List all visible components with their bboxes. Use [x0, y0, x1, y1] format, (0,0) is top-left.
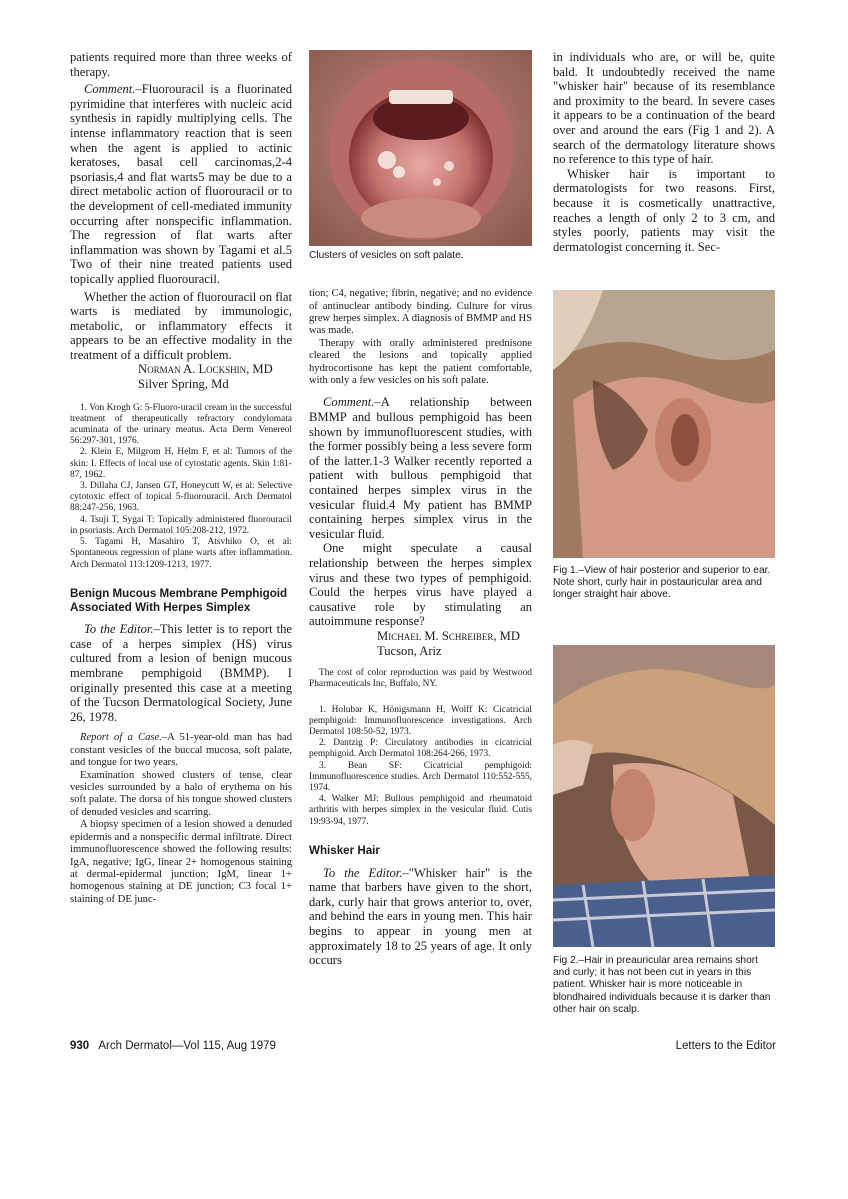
- reference: 1. Von Krogh G: 5-Fluoro-uracil cream in the successful treatment of therapeutically refractory condylomata acuminata of the urinary meatus. Acta Derm Venereol 56:297-301, 1976.: [70, 402, 292, 447]
- cost-note: The cost of color reproduction was paid by Westwood Pharmaceuticals Inc, Buffalo, NY.: [309, 668, 532, 690]
- section-name: Letters to the Editor: [675, 1040, 776, 1052]
- figure-caption: Fig 1.–View of hair posterior and superior to ear. Note short, curly hair in postauricular area and longer straight hair above.: [553, 565, 771, 601]
- reference: 3. Dillaha CJ, Jansen GT, Honeycutt W, et al: Selective cytotoxic effect of topical 5-fluorouracil. Arch Dermatol 88:247-256, 1963.: [70, 481, 292, 514]
- reference: 4. Tsuji T, Sygai T: Topically administered fluorouracil in psoriasis. Arch Dermatol 105:208-212, 1972.: [70, 514, 292, 536]
- reference-list: [309, 705, 532, 828]
- fig2-preauricular-photo: [553, 645, 775, 947]
- column-2: [309, 248, 532, 968]
- photo-caption: Clusters of vesicles on soft palate.: [309, 250, 464, 261]
- paragraph: Whisker hair is important to dermatologists for two reasons. First, because it is cosmetically unattractive, reaches a length of only 2 to 3 cm, and styles poorly, patients may visit the dermatologist concerning it. Sec-: [553, 166, 775, 254]
- paragraph: Whether the action of fluorouracil on flat warts is mediated by immunologic, metabolic, or inflammatory effects it appears to be an effective modality in the treatment of a difficult problem.: [70, 289, 292, 362]
- fig2-caption-block: [553, 955, 775, 1016]
- footer-left: [70, 1040, 276, 1052]
- reference-list: [70, 403, 292, 571]
- author-location: Tucson, Ariz: [377, 643, 442, 658]
- author-signature: Norman A. Lockshin, MD: [138, 362, 273, 377]
- author-signature: Michael M. Schreiber, MD: [377, 628, 520, 643]
- journal-info: Arch Dermatol—Vol 115, Aug 1979: [98, 1040, 276, 1052]
- paragraph: Therapy with orally administered prednisone cleared the lesions and topically applied hydrocortisone has kept the patient comfortable, with only a few vesicles on his soft palate.: [309, 337, 532, 387]
- page-number: 930: [70, 1040, 90, 1052]
- report-paragraph: Report of a Case.–A 51-year-old man has had constant vesicles of the buccal mucosa, soft palate, and tongue for two years.: [70, 732, 292, 769]
- section-heading: Whisker Hair: [309, 843, 380, 857]
- reference: 2. Dantzig P: Circulatory antibodies in cicatricial pemphigoid. Arch Dermatol 108:264-266, 1973.: [309, 738, 532, 760]
- paragraph: Examination showed clusters of tense, clear vesicles surrounded by a halo of erythema on his soft palate. The dorsa of his tongue showed clusters of denuded vesicles and scarring.: [70, 769, 292, 818]
- reference: 3. Bean SF: Cicatricial pemphigoid: Immunofluorescence studies. Arch Dermatol 110:552-555, 1974.: [309, 760, 532, 793]
- editor-paragraph: To the Editor.–This letter is to report the case of a herpes simplex (HS) virus cultured from a lesion of benign mucous membrane pemphigoid (BMMP). I originally presented this case at a meeting of the Tucson Dermatological Society, June 26, 1978.: [70, 622, 292, 724]
- reference: 5. Tagami H, Masahiro T, Atsvhiko O, et al: Spontaneous regression of plane warts after inflammation. Arch Dermatol 113:1209-1213, 1977.: [70, 537, 292, 570]
- comment-paragraph: Comment.–A relationship between BMMP and bullous pemphigoid has been shown by immunofluorescent studies, with the former possibly being a less severe form of the latter.1-3 Walker recently reported a patient with bullous pemphigoid that contained herpes simplex virus in the vesicular fluid.4 My patient has BMMP containing herpes simplex virus in the vesicular fluid.: [309, 395, 532, 541]
- reference: 1. Holubar K, Hönigsmann H, Wolff K: Cicatricial pemphigoid: Immunofluorescence investigations. Arch Dermatol 108:50-52, 1973.: [309, 704, 532, 737]
- paragraph: tion; C4, negative; fibrin, negative; and no evidence of antinuclear antibody binding. Culture for virus grew herpes simplex. A diagnosis of BMMP and HS was made.: [309, 288, 532, 337]
- fig1-caption-block: [553, 565, 775, 602]
- footer-right: [676, 1040, 776, 1052]
- figure-caption: Fig 2.–Hair in preauricular area remains short and curly; it has not been cut in years in this patient. Whisker hair is more noticeable in blondhaired individuals because it is darker than other hair on scalp.: [553, 955, 771, 1015]
- column-3: [553, 50, 775, 254]
- paragraph: in individuals who are, or will be, quite bald. It undoubtedly received the name "whisker hair" because of its resemblance and proximity to the beard. In severe cases it appears to be a continuation of the beard over and around the ears (Fig 1 and 2). A search of the dermatology literature shows no reference to this type of hair.: [553, 50, 775, 167]
- paragraph: One might speculate a causal relationship between the herpes simplex virus and these two types of pemphigoid. Could the herpes virus have played a causative role by stimulating an autoimmune response?: [309, 541, 532, 629]
- reference: 4. Walker MJ: Bullous pemphigoid and rheumatoid arthritis with herpes simplex in the vesicular fluid. Cutis 19:93-94, 1977.: [309, 794, 532, 827]
- comment-paragraph: Comment.–Fluorouracil is a fluorinated pyrimidine that interferes with nucleic acid synthesis in rapidly multiplying cells. The intense inflammatory reaction that is seen when the agent is applied to actinic keratoses, basal cell carcinomas,2-4 psoriasis,4 and flat warts5 may be due to a direct metabolic action of fluorouracil or to the development of cell-mediated immunity occurring after nonspecific inflammation. The regression of flat warts after inflammation was shown by Tagami et al.5 Two of their nine treated patients used topically applied fluorouracil.: [70, 82, 292, 286]
- paragraph: patients required more than three weeks of therapy.: [70, 50, 292, 79]
- fig1-ear-photo: [553, 290, 775, 558]
- editor-paragraph: To the Editor.–"Whisker hair" is the name that barbers have given to the short, dark, curly hair that grows anterior to, over, and behind the ears in young men. This hair begins to appear in young men at approximately 18 to 25 years of age. It only occurs: [309, 865, 532, 968]
- section-heading: Benign Mucous Membrane Pemphigoid Associated With Herpes Simplex: [70, 586, 288, 614]
- paragraph: A biopsy specimen of a lesion showed a denuded epidermis and a nonspecific dermal infiltrate. Direct immunofluorescence showed the following results: IgA, negative; IgG, linear 2+ homogenous staining at dermal-epidermal junction; IgM, linear 1+ homogenous staining at DE junction; C3 focal 1+ staining of DE junc-: [70, 819, 292, 905]
- soft-palate-photo: [309, 50, 532, 246]
- author-location: Silver Spring, Md: [138, 377, 229, 392]
- reference: 2. Klein E, Milgrom H, Helm F, et al: Tumors of the skin: I. Effects of local use of cytostatic agents. Skin 1:81-87, 1962.: [70, 447, 292, 480]
- column-1: [70, 50, 292, 906]
